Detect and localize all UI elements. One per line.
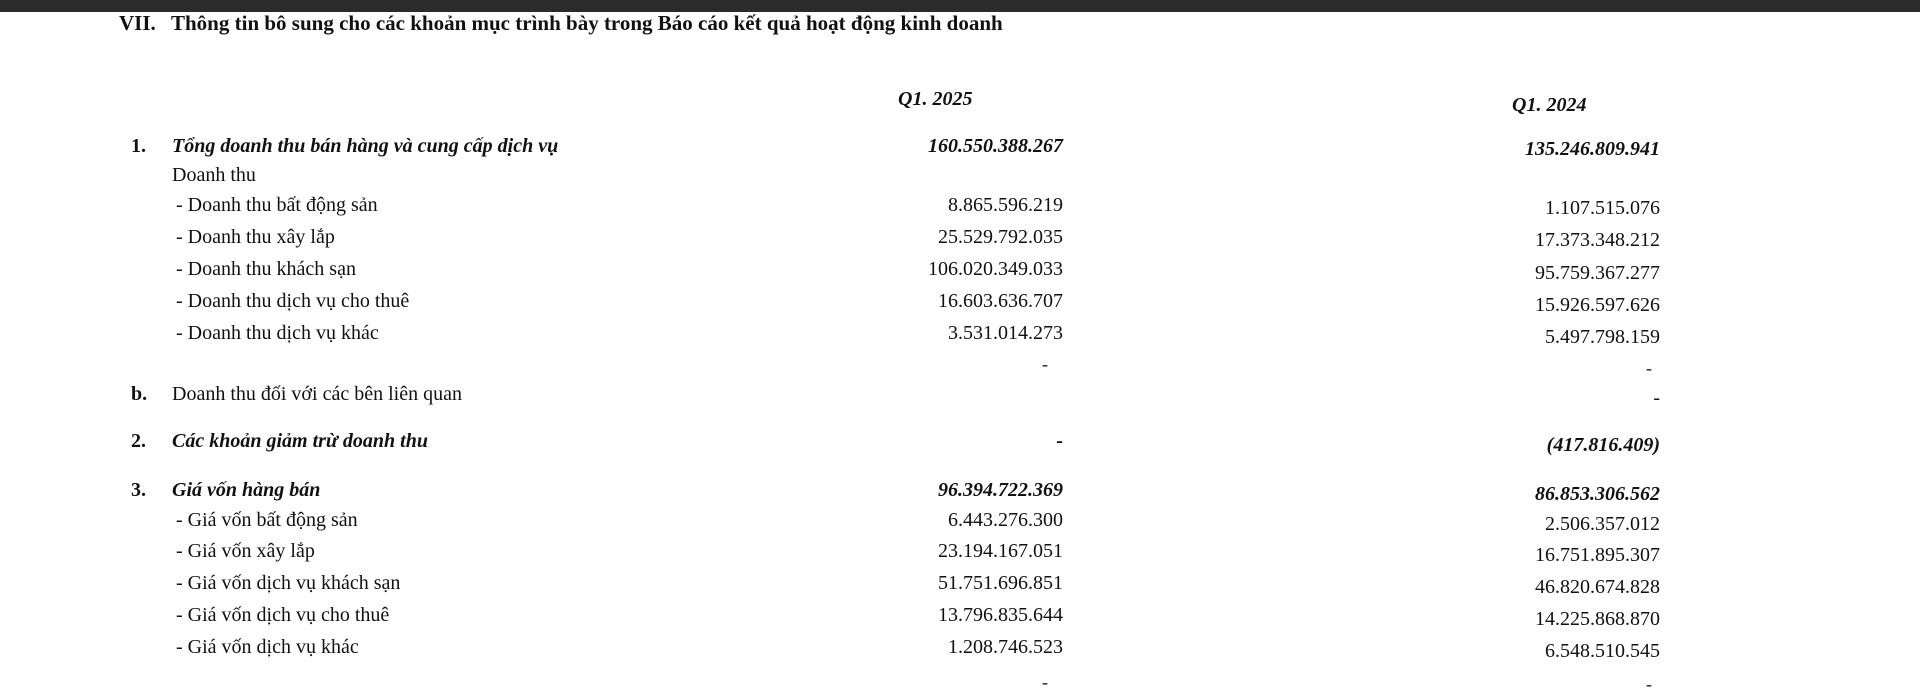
row-label: - Giá vốn xây lắp [176,540,315,562]
row-value-q1-2024: (417.816.409) [1546,434,1660,456]
section-heading [119,11,1003,36]
row-label: Doanh thu đối với các bên liên quan [172,383,462,405]
dash-q1-2024-bottom: - [1646,674,1652,694]
dash-q1-2025: - [1042,354,1048,374]
row-number: 1. [131,135,146,157]
table-row [0,540,1920,568]
table-row [0,604,1920,632]
row-label: Các khoản giảm trừ doanh thu [172,430,428,452]
row-value-q1-2025: 160.550.388.267 [928,135,1063,157]
row-label: - Giá vốn bất động sản [176,509,358,531]
row-label: - Doanh thu khách sạn [176,258,356,280]
table-row-cost-of-goods-sold [0,479,1920,507]
table-row [0,572,1920,600]
column-header-q1-2025: Q1. 2025 [898,88,973,110]
row-value-q1-2025: - [1056,430,1063,452]
row-label: - Doanh thu xây lắp [176,226,335,248]
table-row-revenue-deductions [0,430,1920,458]
row-value-q1-2024: 14.225.868.870 [1535,608,1660,630]
table-row [0,509,1920,537]
row-label: - Doanh thu dịch vụ cho thuê [176,290,410,312]
table-row [0,290,1920,318]
row-value-q1-2024: - [1653,387,1660,409]
row-value-q1-2025: 96.394.722.369 [938,479,1063,501]
row-label: Giá vốn hàng bán [172,479,321,501]
row-value-q1-2025: 3.531.014.273 [948,322,1063,344]
row-value-q1-2024: 6.548.510.545 [1545,640,1660,662]
table-row [0,636,1920,664]
column-header-q1-2024: Q1. 2024 [1512,94,1587,116]
row-value-q1-2025: 8.865.596.219 [948,194,1063,216]
row-value-q1-2025: 13.796.835.644 [938,604,1063,626]
row-number: 2. [131,430,146,452]
row-value-q1-2025: 51.751.696.851 [938,572,1063,594]
row-label: - Doanh thu dịch vụ khác [176,322,379,344]
row-value-q1-2024: 15.926.597.626 [1535,294,1660,316]
table-row-total-revenue [0,135,1920,163]
row-value-q1-2025: 23.194.167.051 [938,540,1063,562]
dash-q1-2024: - [1646,358,1652,378]
row-label: Doanh thu [172,164,256,186]
section-title: Thông tin bô sung cho các khoản mục trình bày trong Báo cáo kết quả hoạt động kinh doanh [171,11,1003,35]
row-label: - Giá vốn dịch vụ khách sạn [176,572,401,594]
row-value-q1-2024: 46.820.674.828 [1535,576,1660,598]
row-value-q1-2024: 1.107.515.076 [1545,197,1660,219]
row-value-q1-2025: 25.529.792.035 [938,226,1063,248]
table-row [0,226,1920,254]
row-number: 3. [131,479,146,501]
dash-q1-2025-bottom: - [1042,672,1048,692]
row-value-q1-2024: 16.751.895.307 [1535,544,1660,566]
table-row-related-party-revenue [0,383,1920,411]
row-value-q1-2025: 16.603.636.707 [938,290,1063,312]
row-value-q1-2024: 86.853.306.562 [1535,483,1660,505]
row-value-q1-2024: 17.373.348.212 [1535,229,1660,251]
table-row [0,194,1920,222]
row-label: - Giá vốn dịch vụ cho thuê [176,604,390,626]
row-label: - Giá vốn dịch vụ khác [176,636,359,658]
row-value-q1-2024: 135.246.809.941 [1525,138,1660,160]
row-value-q1-2024: 2.506.357.012 [1545,513,1660,535]
table-row-revenue-subheading [0,164,1920,192]
row-value-q1-2024: 95.759.367.277 [1535,262,1660,284]
row-value-q1-2025: 106.020.349.033 [928,258,1063,280]
row-value-q1-2024: 5.497.798.159 [1545,326,1660,348]
row-label: - Doanh thu bất động sản [176,194,378,216]
row-label: Tổng doanh thu bán hàng và cung cấp dịch vụ [172,135,559,157]
table-row [0,322,1920,350]
table-row [0,258,1920,286]
row-value-q1-2025: 1.208.746.523 [948,636,1063,658]
section-number: VII. [119,11,156,35]
row-number: b. [131,383,148,405]
row-value-q1-2025: 6.443.276.300 [948,509,1063,531]
